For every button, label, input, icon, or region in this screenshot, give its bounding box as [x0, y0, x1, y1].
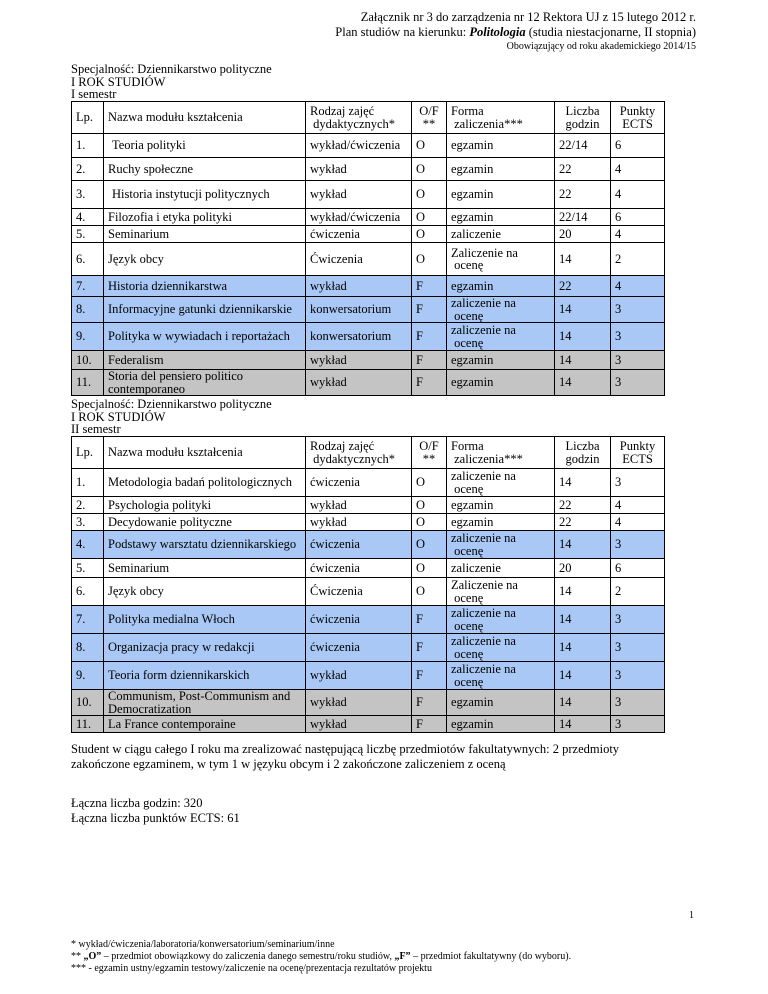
semester1-table [71, 101, 665, 396]
cell-hours: 14 [555, 323, 611, 351]
cell-form: zaliczenie na ocenę [447, 531, 555, 559]
cell-hours: 22 [555, 276, 611, 297]
cell-name: Polityka w wywiadach i reportażach [104, 323, 306, 351]
semester2-year: I ROK STUDIÓW [71, 409, 166, 424]
elective-note [71, 742, 619, 772]
cell-hours: 14 [555, 578, 611, 606]
cell-form: zaliczenie na ocenę [447, 662, 555, 690]
header-line-3: Obowiązujący od roku akademickiego 2014/15 [506, 41, 696, 52]
cell-ects: 4 [611, 514, 665, 531]
cell-lp: 4. [72, 531, 104, 559]
cell-lp: 10. [72, 351, 104, 370]
cell-type: wykład [306, 181, 412, 209]
cell-form: egzamin [447, 497, 555, 514]
cell-form: egzamin [447, 181, 555, 209]
cell-ects: 4 [611, 497, 665, 514]
cell-type: wykład/ćwiczenia [306, 209, 412, 226]
cell-ects: 4 [611, 276, 665, 297]
cell-form: egzamin [447, 690, 555, 716]
cell-ects: 6 [611, 134, 665, 158]
cell-hours: 22/14 [555, 134, 611, 158]
cell-form: egzamin [447, 158, 555, 181]
cell-of: F [412, 351, 447, 370]
cell-ects: 4 [611, 158, 665, 181]
cell-hours: 22/14 [555, 209, 611, 226]
cell-lp: 1. [72, 134, 104, 158]
semester2-name: II semestr [71, 422, 121, 436]
cell-ects: 6 [611, 209, 665, 226]
footnote-3: *** - egzamin ustny/egzamin testowy/zaliczenie na ocenę/prezentacja rezultatów projektu [71, 963, 432, 974]
cell-type: ćwiczenia [306, 606, 412, 634]
cell-of: O [412, 578, 447, 606]
cell-hours: 22 [555, 158, 611, 181]
cell-name: Ruchy społeczne [104, 158, 306, 181]
cell-form: zaliczenie na ocenę [447, 297, 555, 323]
cell-form: Zaliczenie na ocenę [447, 243, 555, 276]
cell-form: zaliczenie na ocenę [447, 606, 555, 634]
cell-name: Decydowanie polityczne [104, 514, 306, 531]
cell-form: egzamin [447, 134, 555, 158]
col-ects-header: Punkty ECTS [611, 102, 665, 134]
cell-ects: 3 [611, 716, 665, 733]
cell-type: wykład [306, 158, 412, 181]
cell-name: Historia dziennikarstwa [104, 276, 306, 297]
cell-name: Psychologia polityki [104, 497, 306, 514]
cell-name: Polityka medialna Włoch [104, 606, 306, 634]
col-name-header: Nazwa modułu kształcenia [104, 437, 306, 469]
cell-type: Ćwiczenia [306, 578, 412, 606]
table-header-row [72, 102, 665, 134]
cell-lp: 1. [72, 469, 104, 497]
col-of-header: O/F ** [412, 437, 447, 469]
cell-type: wykład [306, 662, 412, 690]
cell-form: zaliczenie na ocenę [447, 469, 555, 497]
cell-type: ćwiczenia [306, 226, 412, 243]
cell-type: konwersatorium [306, 297, 412, 323]
col-hours-header: Liczba godzin [555, 102, 611, 134]
table-row [72, 351, 665, 370]
cell-hours: 22 [555, 497, 611, 514]
table-row [72, 134, 665, 158]
table-row [72, 297, 665, 323]
cell-form: egzamin [447, 716, 555, 733]
cell-hours: 14 [555, 662, 611, 690]
cell-of: O [412, 226, 447, 243]
cell-lp: 5. [72, 559, 104, 578]
cell-lp: 8. [72, 634, 104, 662]
cell-ects: 4 [611, 226, 665, 243]
cell-hours: 20 [555, 226, 611, 243]
table-row [72, 323, 665, 351]
cell-ects: 3 [611, 531, 665, 559]
cell-ects: 2 [611, 243, 665, 276]
cell-lp: 3. [72, 181, 104, 209]
cell-of: F [412, 716, 447, 733]
table-row [72, 690, 665, 716]
cell-of: O [412, 559, 447, 578]
cell-of: O [412, 134, 447, 158]
cell-type: konwersatorium [306, 323, 412, 351]
table-row [72, 514, 665, 531]
col-name-header: Nazwa modułu kształcenia [104, 102, 306, 134]
cell-hours: 14 [555, 243, 611, 276]
header-line-2-suffix: (studia niestacjonarne, II stopnia) [525, 25, 696, 39]
table-row [72, 276, 665, 297]
col-type-header: Rodzaj zajęć dydaktycznych* [306, 102, 412, 134]
cell-of: F [412, 606, 447, 634]
cell-lp: 3. [72, 514, 104, 531]
table-row [72, 469, 665, 497]
semester1-name: I semestr [71, 87, 117, 101]
cell-lp: 11. [72, 370, 104, 396]
header-line-2 [335, 25, 696, 40]
cell-of: F [412, 370, 447, 396]
cell-name: Język obcy [104, 578, 306, 606]
cell-lp: 4. [72, 209, 104, 226]
semester1-specialization: Specjalność: Dziennikarstwo polityczne [71, 62, 272, 76]
cell-type: wykład [306, 370, 412, 396]
cell-ects: 3 [611, 323, 665, 351]
col-of-header: O/F ** [412, 102, 447, 134]
cell-type: wykład/ćwiczenia [306, 134, 412, 158]
cell-of: O [412, 243, 447, 276]
table-row [72, 226, 665, 243]
cell-hours: 22 [555, 514, 611, 531]
semester1-title [71, 63, 272, 101]
cell-hours: 14 [555, 351, 611, 370]
field-of-study: Politologia [469, 25, 526, 39]
semester1-year: I ROK STUDIÓW [71, 74, 166, 89]
cell-of: O [412, 158, 447, 181]
total-hours: Łączna liczba godzin: 320 [71, 796, 203, 810]
cell-form: zaliczenie [447, 226, 555, 243]
header-line-1: Załącznik nr 3 do zarządzenia nr 12 Rektora UJ z 15 lutego 2012 r. [360, 10, 696, 24]
table-row [72, 559, 665, 578]
semester2-title [71, 398, 272, 436]
cell-lp: 7. [72, 276, 104, 297]
elective-note-line-2: zakończone egzaminem, w tym 1 w języku obcym i 2 zakończone zaliczeniem z oceną [71, 757, 506, 771]
cell-lp: 11. [72, 716, 104, 733]
cell-lp: 5. [72, 226, 104, 243]
cell-of: F [412, 634, 447, 662]
totals [71, 796, 240, 826]
table-row [72, 370, 665, 396]
cell-type: wykład [306, 690, 412, 716]
cell-of: F [412, 690, 447, 716]
cell-type: ćwiczenia [306, 634, 412, 662]
cell-ects: 6 [611, 559, 665, 578]
col-form-header: Forma zaliczenia*** [447, 102, 555, 134]
cell-name: Teoria polityki [104, 134, 306, 158]
cell-name: Metodologia badań politologicznych [104, 469, 306, 497]
cell-type: ćwiczenia [306, 531, 412, 559]
cell-hours: 14 [555, 531, 611, 559]
cell-type: wykład [306, 276, 412, 297]
cell-ects: 2 [611, 578, 665, 606]
cell-ects: 3 [611, 690, 665, 716]
cell-name: Seminarium [104, 559, 306, 578]
cell-of: O [412, 181, 447, 209]
table-row [72, 497, 665, 514]
cell-name: Organizacja pracy w redakcji [104, 634, 306, 662]
semester2-table [71, 436, 665, 733]
cell-name: Federalism [104, 351, 306, 370]
cell-type: ćwiczenia [306, 559, 412, 578]
cell-name: Filozofia i etyka polityki [104, 209, 306, 226]
cell-ects: 3 [611, 297, 665, 323]
table-row [72, 662, 665, 690]
cell-of: O [412, 514, 447, 531]
cell-of: O [412, 531, 447, 559]
cell-lp: 9. [72, 323, 104, 351]
cell-type: wykład [306, 351, 412, 370]
cell-hours: 14 [555, 690, 611, 716]
col-lp-header: Lp. [72, 102, 104, 134]
footnotes [71, 939, 571, 975]
cell-form: egzamin [447, 209, 555, 226]
cell-of: F [412, 276, 447, 297]
header-line-2-prefix: Plan studiów na kierunku: [335, 25, 470, 39]
total-ects: Łączna liczba punktów ECTS: 61 [71, 811, 240, 825]
cell-ects: 3 [611, 662, 665, 690]
cell-ects: 3 [611, 634, 665, 662]
table-row [72, 158, 665, 181]
footnote-2: ** „O” – przedmiot obowiązkowy do zaliczenia danego semestru/roku studiów, „F” – przedmiot fakultatywny (do wyboru). [71, 951, 572, 962]
cell-hours: 14 [555, 716, 611, 733]
cell-of: O [412, 497, 447, 514]
cell-hours: 20 [555, 559, 611, 578]
footnote-1: * wykład/ćwiczenia/laboratoria/konwersatorium/seminarium/inne [71, 939, 335, 950]
table-row [72, 531, 665, 559]
cell-form: egzamin [447, 370, 555, 396]
cell-hours: 14 [555, 469, 611, 497]
cell-lp: 6. [72, 243, 104, 276]
semester2-specialization: Specjalność: Dziennikarstwo polityczne [71, 397, 272, 411]
cell-form: zaliczenie na ocenę [447, 323, 555, 351]
col-ects-header: Punkty ECTS [611, 437, 665, 469]
table-row [72, 243, 665, 276]
col-lp-header: Lp. [72, 437, 104, 469]
cell-name: La France contemporaine [104, 716, 306, 733]
cell-lp: 2. [72, 158, 104, 181]
cell-hours: 14 [555, 370, 611, 396]
table-header-row [72, 437, 665, 469]
cell-name: Storia del pensiero politico contemporaneo [104, 370, 306, 396]
cell-form: egzamin [447, 276, 555, 297]
cell-hours: 14 [555, 297, 611, 323]
elective-note-line-1: Student w ciągu całego I roku ma zrealizować następującą liczbę przedmiotów fakultatywnych: 2 przedmioty [71, 742, 620, 756]
page-number: 1 [689, 910, 694, 921]
table-row [72, 634, 665, 662]
cell-hours: 14 [555, 606, 611, 634]
cell-hours: 14 [555, 634, 611, 662]
cell-lp: 10. [72, 690, 104, 716]
cell-lp: 2. [72, 497, 104, 514]
cell-hours: 22 [555, 181, 611, 209]
cell-ects: 3 [611, 469, 665, 497]
cell-name: Historia instytucji politycznych [104, 181, 306, 209]
table-row [72, 181, 665, 209]
cell-type: Ćwiczenia [306, 243, 412, 276]
col-hours-header: Liczba godzin [555, 437, 611, 469]
cell-ects: 3 [611, 606, 665, 634]
cell-lp: 9. [72, 662, 104, 690]
cell-form: zaliczenie [447, 559, 555, 578]
table-row [72, 606, 665, 634]
cell-name: Teoria form dziennikarskich [104, 662, 306, 690]
cell-type: wykład [306, 716, 412, 733]
cell-of: F [412, 662, 447, 690]
cell-form: zaliczenie na ocenę [447, 634, 555, 662]
cell-ects: 3 [611, 351, 665, 370]
cell-form: egzamin [447, 514, 555, 531]
cell-lp: 8. [72, 297, 104, 323]
table-row [72, 578, 665, 606]
cell-ects: 4 [611, 181, 665, 209]
cell-name: Podstawy warsztatu dziennikarskiego [104, 531, 306, 559]
cell-name: Język obcy [104, 243, 306, 276]
cell-name: Informacyjne gatunki dziennikarskie [104, 297, 306, 323]
cell-of: F [412, 297, 447, 323]
cell-form: Zaliczenie na ocenę [447, 578, 555, 606]
cell-name: Communism, Post-Communism and Democratization [104, 690, 306, 716]
col-type-header: Rodzaj zajęć dydaktycznych* [306, 437, 412, 469]
cell-type: wykład [306, 497, 412, 514]
cell-of: O [412, 209, 447, 226]
cell-of: F [412, 323, 447, 351]
cell-of: O [412, 469, 447, 497]
cell-name: Seminarium [104, 226, 306, 243]
col-form-header: Forma zaliczenia*** [447, 437, 555, 469]
cell-lp: 7. [72, 606, 104, 634]
cell-lp: 6. [72, 578, 104, 606]
cell-form: egzamin [447, 351, 555, 370]
cell-ects: 3 [611, 370, 665, 396]
cell-type: ćwiczenia [306, 469, 412, 497]
cell-type: wykład [306, 514, 412, 531]
table-row [72, 209, 665, 226]
table-row [72, 716, 665, 733]
